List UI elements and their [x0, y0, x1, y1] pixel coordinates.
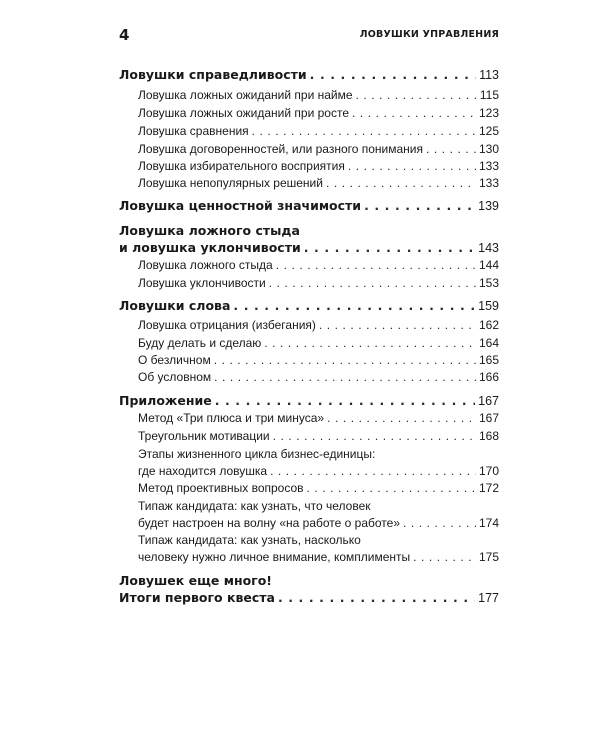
leader-dots: [269, 276, 476, 290]
toc-entry-page: 159: [478, 299, 499, 313]
leader-dots: [278, 590, 475, 605]
toc-entry-title: Итоги первого квеста: [119, 590, 275, 605]
toc-entry-title: Ловушка уклончивости: [138, 276, 266, 290]
toc-entry-page: 165: [478, 353, 499, 367]
leader-dots: [233, 298, 475, 313]
toc-section-heading[interactable]: [119, 240, 499, 255]
toc-entry-title: Ловушка отрицания (избегания): [138, 318, 316, 332]
toc-entry-title: Приложение: [119, 393, 212, 408]
leader-dots: [214, 370, 476, 384]
toc-subentry[interactable]: [138, 353, 499, 367]
toc-entry-title: Об условном: [138, 370, 212, 384]
toc-subentry-line[interactable]: Типаж кандидата: как узнать, что человек: [138, 499, 371, 513]
toc-subentry[interactable]: [138, 318, 499, 332]
toc-entry-title: Метод проективных вопросов: [138, 481, 304, 495]
toc-entry-page: 164: [478, 336, 499, 350]
leader-dots: [214, 353, 476, 367]
toc-entry-page: 167: [478, 394, 499, 408]
toc-subentry[interactable]: [138, 258, 499, 272]
toc-subentry[interactable]: [138, 481, 499, 495]
toc-entry-title: Ловушка договоренностей, или разного понимания: [138, 142, 423, 156]
toc-entry-page: 130: [478, 142, 499, 156]
toc-section-heading[interactable]: [119, 298, 499, 313]
toc-subentry[interactable]: [138, 106, 499, 120]
toc-entry-page: 162: [478, 318, 499, 332]
toc-section-heading-line[interactable]: Ловушек еще много!: [119, 573, 273, 588]
toc-entry-page: 144: [478, 258, 499, 272]
toc-subentry[interactable]: [138, 142, 499, 156]
leader-dots: [426, 142, 476, 156]
toc-section-heading[interactable]: [119, 393, 499, 408]
toc-section-heading[interactable]: [119, 198, 499, 213]
toc-entry-title: человеку нужно личное внимание, комплименты: [138, 550, 411, 564]
toc-entry-page: 113: [479, 68, 499, 82]
toc-entry-page: 143: [478, 241, 499, 255]
toc-entry-page: 133: [478, 176, 499, 190]
toc-subentry[interactable]: [138, 336, 499, 350]
leader-dots: [348, 159, 476, 173]
leader-dots: [413, 550, 476, 564]
toc-section-heading[interactable]: [119, 67, 499, 82]
toc-entry-page: 139: [478, 199, 499, 213]
toc-subentry[interactable]: [138, 159, 499, 173]
toc-entry-page: 172: [478, 481, 499, 495]
toc-subentry-line[interactable]: Типаж кандидата: как узнать, насколько: [138, 533, 361, 547]
leader-dots: [326, 176, 476, 190]
toc-entry-page: 170: [478, 464, 499, 478]
toc-section-heading[interactable]: [119, 590, 499, 605]
leader-dots: [403, 516, 476, 530]
toc-entry-title: где находится ловушка: [138, 464, 268, 478]
running-title: ЛОВУШКИ УПРАВЛЕНИЯ: [359, 29, 499, 40]
toc-entry-title: Ловушка ложных ожиданий при росте: [138, 106, 350, 120]
toc-entry-page: 153: [478, 276, 499, 290]
toc-entry-title: Буду делать и сделаю: [138, 336, 262, 350]
toc-subentry[interactable]: [138, 516, 499, 530]
toc-entry-page: 115: [479, 88, 499, 102]
toc-entry-page: 133: [478, 159, 499, 173]
toc-entry-title: Ловушка ложного стыда: [138, 258, 273, 272]
toc-entry-page: 177: [478, 591, 499, 605]
toc-entry-page: 166: [478, 370, 499, 384]
toc-subentry[interactable]: [138, 411, 499, 425]
toc-entry-page: 168: [478, 429, 499, 443]
leader-dots: [273, 429, 476, 443]
leader-dots: [364, 198, 475, 213]
toc-subentry[interactable]: [138, 88, 499, 102]
leader-dots: [276, 258, 476, 272]
toc-subentry-line[interactable]: Этапы жизненного цикла бизнес-единицы:: [138, 447, 376, 461]
toc-entry-title: будет настроен на волну «на работе о работе»: [138, 516, 401, 530]
toc-entry-title: Ловушки справедливости: [119, 67, 307, 82]
toc-section-heading-line[interactable]: Ловушка ложного стыда: [119, 223, 300, 238]
toc-entry-title: Ловушка непопулярных решений: [138, 176, 323, 190]
toc-entry-title: Метод «Три плюса и три минуса»: [138, 411, 325, 425]
toc-entry-title: и ловушка уклончивости: [119, 240, 301, 255]
toc-entry-page: 174: [478, 516, 499, 530]
toc-entry-page: 123: [478, 106, 499, 120]
toc-subentry[interactable]: [138, 176, 499, 190]
toc-entry-title: О безличном: [138, 353, 211, 367]
toc-entry-title: Ловушка избирательного восприятия: [138, 159, 345, 173]
toc-entry-page: 125: [478, 124, 499, 138]
leader-dots: [304, 240, 475, 255]
page-number: 4: [119, 26, 130, 44]
toc-subentry[interactable]: [138, 370, 499, 384]
toc-subentry[interactable]: [138, 550, 499, 564]
toc-entry-page: 175: [478, 550, 499, 564]
toc-entry-title: Ловушка ценностной значимости: [119, 198, 362, 213]
toc-entry-title: Треугольник мотивации: [138, 429, 270, 443]
toc-entry-title: Ловушки слова: [119, 298, 231, 313]
toc-subentry[interactable]: [138, 429, 499, 443]
toc-subentry[interactable]: [138, 276, 499, 290]
toc-entry-title: Ловушка ложных ожиданий при найме: [138, 88, 353, 102]
leader-dots: [270, 464, 476, 478]
leader-dots: [319, 318, 476, 332]
toc-subentry[interactable]: [138, 464, 499, 478]
leader-dots: [252, 124, 476, 138]
leader-dots: [307, 481, 476, 495]
leader-dots: [310, 67, 476, 82]
toc-subentry[interactable]: [138, 124, 499, 138]
leader-dots: [352, 106, 476, 120]
leader-dots: [356, 88, 477, 102]
toc-entry-title: Ловушка сравнения: [138, 124, 249, 138]
leader-dots: [264, 336, 476, 350]
leader-dots: [327, 411, 476, 425]
toc-entry-page: 167: [478, 411, 499, 425]
leader-dots: [215, 393, 475, 408]
